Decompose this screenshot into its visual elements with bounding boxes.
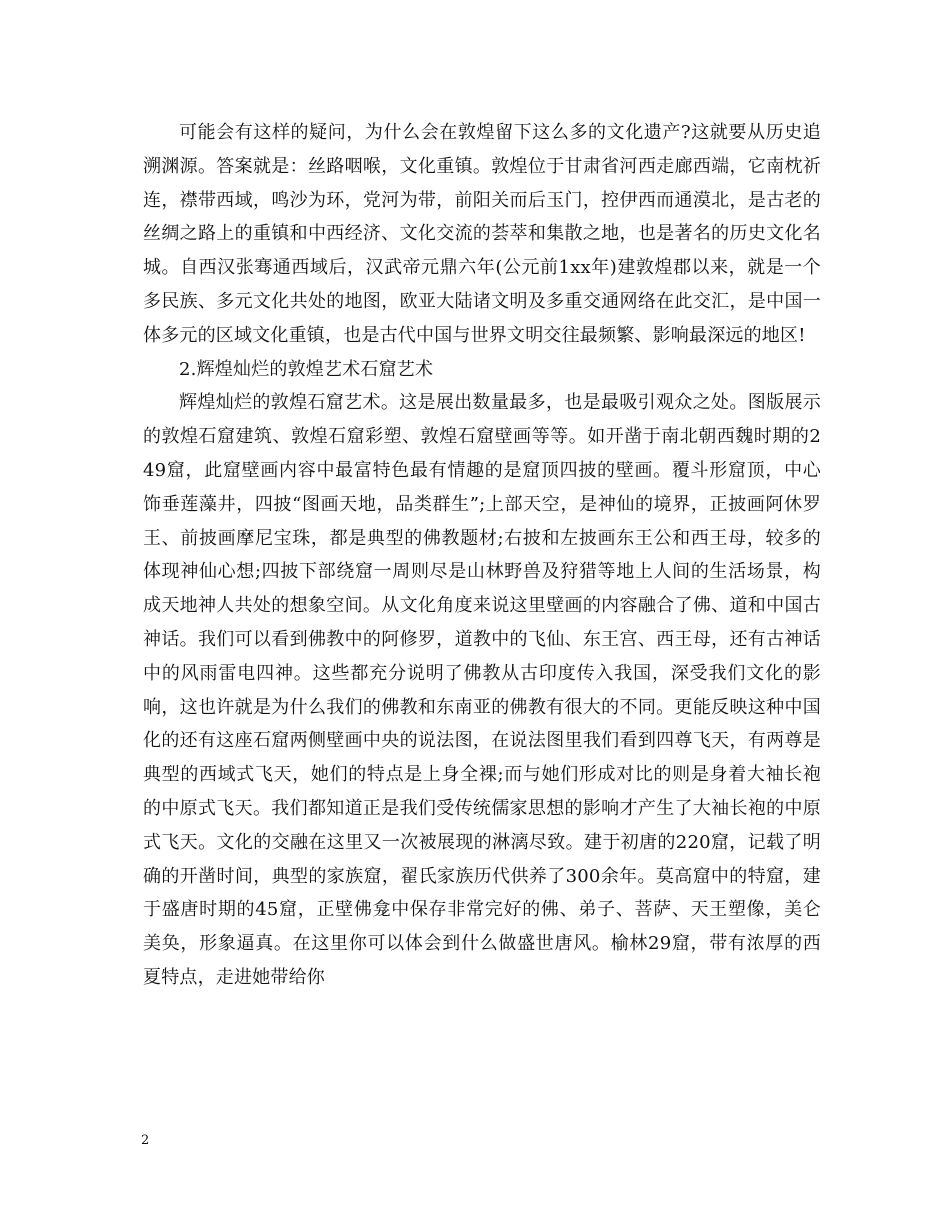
body-text [143, 116, 821, 995]
section-heading: 2.辉煌灿烂的敦煌艺术石窟艺术 [179, 358, 434, 380]
paragraph-history: 可能会有这样的疑问，为什么会在敦煌留下这么多的文化遗产?这就要从历史追溯渊源。答案就是：丝路咽喉，文化重镇。敦煌位于甘肃省河西走廊西端，它南枕祈连，襟带西域，鸣沙为环，党河为带，前阳关而后玉门，控伊西而通漠北，是古老的丝绸之路上的重镇和中西经济、文化交流的荟萃和集散之地，也是著名的历史文化名城。自西汉张骞通西域后，汉武帝元鼎六年(公元前1xx年)建敦煌郡以来，就是一个多民族、多元文化共处的地图，欧亚大陆诸文明及多重交通网络在此交汇，是中国一体多元的区域文化重镇，也是古代中国与世界文明交往最频繁、影响最深远的地区! [143, 122, 821, 346]
paragraph-grotto-art: 辉煌灿烂的敦煌石窟艺术。这是展出数量最多，也是最吸引观众之处。图版展示的敦煌石窟建筑、敦煌石窟彩塑、敦煌石窟壁画等等。如开凿于南北朝西魏时期的249窟，此窟壁画内容中最富特色最有情趣的是窟顶四披的壁画。覆斗形窟顶，中心饰垂莲藻井，四披“图画天地，品类群生”;上部天空，是神仙的境界，正披画阿休罗王、前披画摩尼宝珠，都是典型的佛教题材;右披和左披画东王公和西王母，较多的体现神仙心想;四披下部绕窟一周则尽是山林野兽及狩猎等地上人间的生活场景，构成天地神人共处的想象空间。从文化角度来说这里壁画的内容融合了佛、道和中国古神话。我们可以看到佛教中的阿修罗，道教中的飞仙、东王宫、西王母，还有古神话中的风雨雷电四神。这些都充分说明了佛教从古印度传入我国，深受我们文化的影响，这也许就是为什么我们的佛教和东南亚的佛教有很大的不同。更能反映这种中国化的还有这座石窟两侧壁画中央的说法图，在说法图里我们看到四尊飞天，有两尊是典型的西域式飞天，她们的特点是上身全裸;而与她们形成对比的则是身着大袖长袍的中原式飞天。我们都知道正是我们受传统儒家思想的影响才产生了大袖长袍的中原式飞天。文化的交融在这里又一次被展现的淋漓尽致。建于初唐的220窟，记载了明确的开凿时间，典型的家族窟，翟氏家族历代供养了300余年。莫高窟中的特窟，建于盛唐时期的45窟，正壁佛龛中保存非常完好的佛、弟子、菩萨、天王塑像，美仑美奂，形象逼真。在这里你可以体会到什么做盛世唐风。榆林29窟，带有浓厚的西夏特点，走进她带给你 [143, 392, 821, 988]
page-number: 2 [141, 1133, 150, 1148]
